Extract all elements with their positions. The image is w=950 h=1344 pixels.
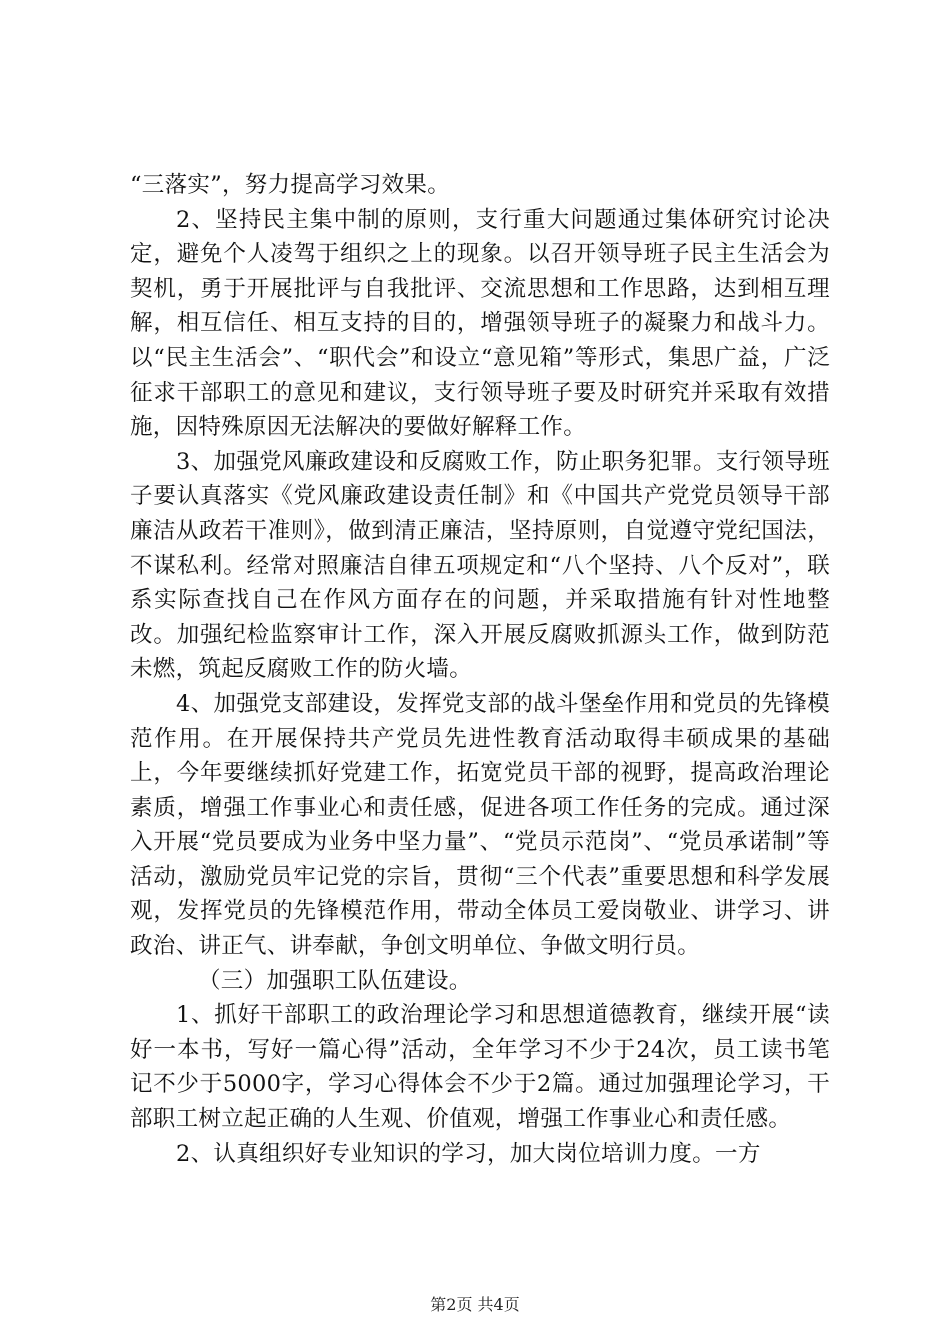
paragraph-item-1-political-study: 1、抓好干部职工的政治理论学习和思想道德教育，继续开展“读好一本书，写好一篇心得”活动，全年学习不少于24次，员工读书笔记不少于5000字，学习心得体会不少于2篇。通过加强理论学习，干部职工树立起正确的人生观、价值观，增强工作事业心和责任感。 bbox=[130, 1002, 830, 1133]
paragraph-item-3-anti-corruption: 3、加强党风廉政建设和反腐败工作，防止职务犯罪。支行领导班子要认真落实《党风廉政建设责任制》和《中国共产党党员领导干部廉洁从政若干准则》，做到清正廉洁，坚持原则，自觉遵守党纪国法，不谋私利。经常对照廉洁自律五项规定和“八个坚持、八个反对”，联系实际查找自己在作风方面存在的问题，并采取措施有针对性地整改。加强纪检监察审计工作，深入开展反腐败抓源头工作，做到防范未燃，筑起反腐败工作的防火墙。 bbox=[130, 448, 830, 683]
paragraph-item-2-democratic-centralism: 2、坚持民主集中制的原则，支行重大问题通过集体研究讨论决定，避免个人凌驾于组织之上的现象。以召开领导班子民主生活会为契机，勇于开展批评与自我批评、交流思想和工作思路，达到相互理解，相互信任、相互支持的目的，增强领导班子的凝聚力和战斗力。以“民主生活会”、“职代会”和设立“意见箱”等形式，集思广益，广泛征求干部职工的意见和建议，支行领导班子要及时研究并采取有效措施，因特殊原因无法解决的要做好解释工作。 bbox=[130, 206, 830, 441]
paragraph-continuation: “三落实”，努力提高学习效果。 bbox=[130, 172, 451, 198]
document-body bbox=[130, 168, 830, 1171]
section-heading-staff-building: （三）加强职工队伍建设。 bbox=[198, 967, 472, 994]
paragraph-item-2-professional-training: 2、认真组织好专业知识的学习，加大岗位培训力度。一方 bbox=[176, 1140, 761, 1167]
page-number-footer: 第2页 共4页 bbox=[430, 1295, 520, 1314]
paragraph-item-4-party-branch: 4、加强党支部建设，发挥党支部的战斗堡垒作用和党员的先锋模范作用。在开展保持共产党员先进性教育活动取得丰硕成果的基础上，今年要继续抓好党建工作，拓宽党员干部的视野，提高政治理论素质，增强工作事业心和责任感，促进各项工作任务的完成。通过深入开展“党员要成为业务中坚力量”、“党员示范岗”、“党员承诺制”等活动，激励党员牢记党的宗旨，贯彻“三个代表”重要思想和科学发展观，发挥党员的先锋模范作用，带动全体员工爱岗敬业、讲学习、讲政治、讲正气、讲奉献，争创文明单位、争做文明行员。 bbox=[130, 690, 830, 960]
